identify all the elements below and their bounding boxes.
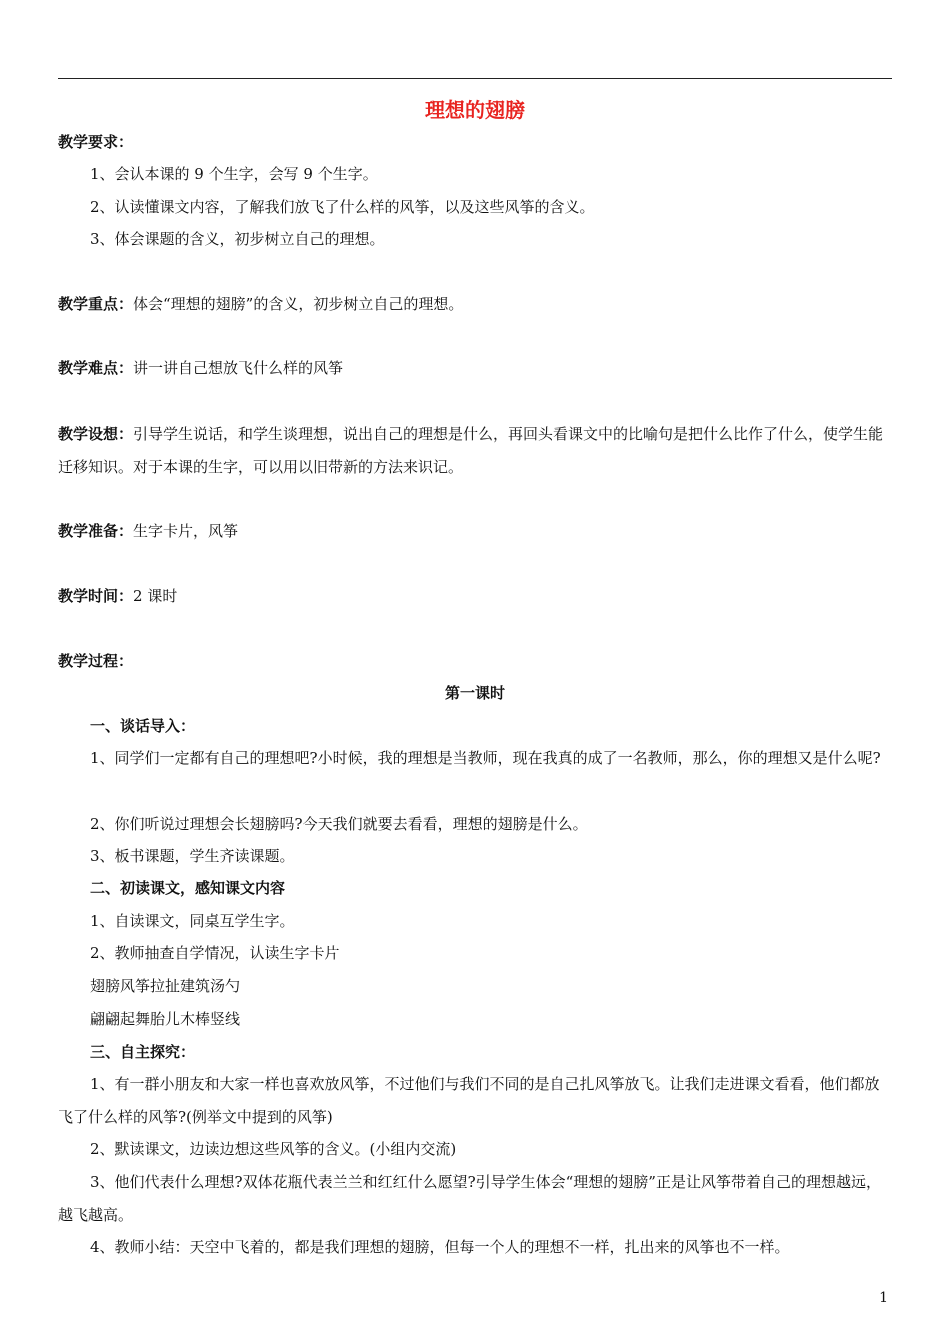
difficulty-label: 教学难点： xyxy=(58,359,134,377)
difficulty-line xyxy=(58,352,894,385)
requirement-item: 2、认读懂课文内容，了解我们放飞了什么样的风筝，以及这些风筝的含义。 xyxy=(90,198,595,216)
time-label: 教学时间： xyxy=(58,587,134,605)
time-text: 2 课时 xyxy=(133,587,178,605)
section-heading: 三、自主探究： xyxy=(90,1043,196,1061)
section-heading: 二、初读课文，感知课文内容 xyxy=(90,879,286,897)
design-label: 教学设想： xyxy=(58,425,134,443)
page-number: 1 xyxy=(879,1290,888,1306)
section-item: 1、自读课文，同桌互学生字。 xyxy=(90,912,295,930)
prep-label: 教学准备： xyxy=(58,522,134,540)
section-item: 4、教师小结：天空中飞着的，都是我们理想的翅膀，但每一个人的理想不一样，扎出来的风筝也不一样。 xyxy=(90,1238,790,1256)
requirements-label: 教学要求： xyxy=(58,133,134,151)
section-item: 2、你们听说过理想会长翅膀吗?今天我们就要去看看，理想的翅膀是什么。 xyxy=(90,815,588,833)
document-title: 理想的翅膀 xyxy=(425,98,525,122)
header-rule xyxy=(58,78,892,79)
section-item: 1、同学们一定都有自己的理想吧?小时候，我的理想是当教师，现在我真的成了一名教师，那么，你的理想又是什么呢? xyxy=(90,749,881,767)
time-line xyxy=(58,580,894,613)
prep-line xyxy=(58,515,894,548)
requirement-item: 1、会认本课的 9 个生字，会写 9 个生字。 xyxy=(90,165,378,183)
focus-label: 教学重点： xyxy=(58,295,134,313)
design-paragraph xyxy=(58,418,894,484)
word-list: 翅膀风筝拉扯建筑汤勺 xyxy=(90,977,241,995)
focus-line xyxy=(58,288,894,321)
requirement-item: 3、体会课题的含义，初步树立自己的理想。 xyxy=(90,230,385,248)
difficulty-text: 讲一讲自己想放飞什么样的风筝 xyxy=(133,359,344,377)
section-item: 1、有一群小朋友和大家一样也喜欢放风筝，不过他们与我们不同的是自己扎风筝放飞。让我们走进课文看看，他们都放飞了什么样的风筝?(例举文中提到的风筝) xyxy=(58,1075,880,1126)
process-label: 教学过程： xyxy=(58,652,134,670)
section-item: 3、板书课题，学生齐读课题。 xyxy=(90,847,295,865)
section-item: 3、他们代表什么理想?双体花瓶代表兰兰和红红什么愿望?引导学生体会“理想的翅膀”正是让风筝带着自己的理想越远，越飞越高。 xyxy=(58,1173,881,1224)
focus-text: 体会“理想的翅膀”的含义，初步树立自己的理想。 xyxy=(133,295,464,313)
section-heading: 一、谈话导入： xyxy=(90,717,196,735)
section-item: 2、教师抽查自学情况，认读生字卡片 xyxy=(90,944,340,962)
design-text: 引导学生说话，和学生谈理想，说出自己的理想是什么，再回头看课文中的比喻句是把什么比作了什么，使学生能迁移知识。对于本课的生字，可以用以旧带新的方法来识记。 xyxy=(58,425,884,476)
lesson-heading: 第一课时 xyxy=(444,684,505,702)
word-list: 翩翩起舞胎儿木棒竖线 xyxy=(90,1010,241,1028)
section-item: 2、默读课文，边读边想这些风筝的含义。(小组内交流) xyxy=(90,1140,457,1158)
prep-text: 生字卡片，风筝 xyxy=(133,522,239,540)
